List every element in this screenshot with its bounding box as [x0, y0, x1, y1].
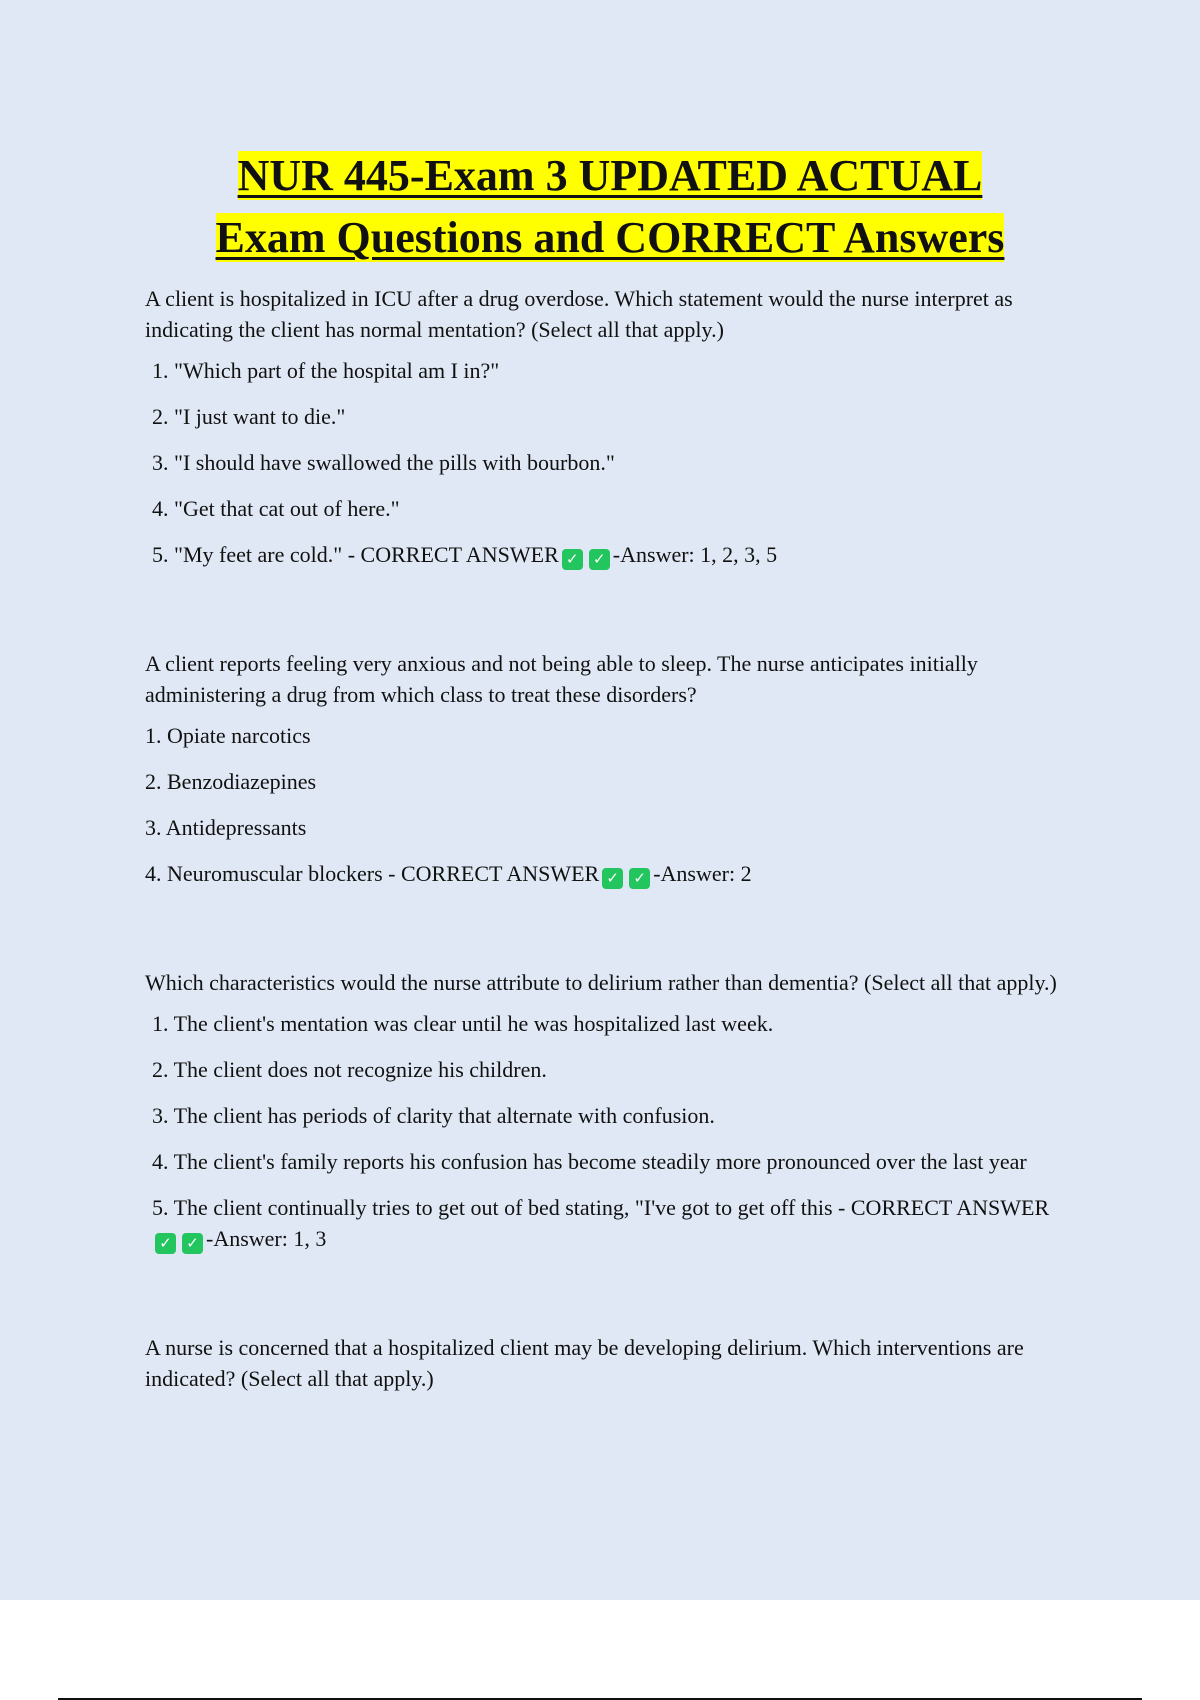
- option: 2. Benzodiazepines: [145, 769, 317, 794]
- option: 3. "I should have swallowed the pills with bourbon.": [152, 450, 615, 475]
- option-with-answer: [145, 539, 1075, 570]
- option-text: 5. "My feet are cold." - CORRECT ANSWER: [152, 542, 559, 567]
- option: 3. Antidepressants: [145, 815, 307, 840]
- question-prompt: A client is hospitalized in ICU after a drug overdose. Which statement would the nurse interpret as indicating the client has normal mentation? (Select all that apply.): [145, 286, 1013, 342]
- check-mark-icon: ✓: [182, 1233, 203, 1254]
- question-block-4: [145, 1332, 1075, 1394]
- check-mark-icon: ✓: [589, 549, 610, 570]
- option-text: 5. The client continually tries to get out of bed stating, "I've got to get off this - CORRECT ANSWER: [152, 1195, 1050, 1220]
- question-prompt: A nurse is concerned that a hospitalized client may be developing delirium. Which interventions are indicated? (Select all that apply.): [145, 1335, 1024, 1391]
- title-line-1: NUR 445-Exam 3 UPDATED ACTUAL: [237, 151, 983, 200]
- option: 4. The client's family reports his confusion has become steadily more pronounced over the last year: [152, 1149, 1027, 1174]
- answer-text: -Answer: 1, 2, 3, 5: [612, 542, 778, 567]
- check-mark-icon: ✓: [562, 549, 583, 570]
- option: 3. The client has periods of clarity that alternate with confusion.: [152, 1103, 715, 1128]
- question-prompt: A client reports feeling very anxious and not being able to sleep. The nurse anticipates initially administering a drug from which class to treat these disorders?: [145, 651, 978, 707]
- option-with-answer: [145, 858, 1075, 889]
- document-body: [145, 145, 1075, 1404]
- option-with-answer: [145, 1192, 1075, 1254]
- answer-text: -Answer: 1, 3: [206, 1226, 327, 1251]
- option: 1. The client's mentation was clear until he was hospitalized last week.: [152, 1011, 774, 1036]
- question-block-3: [145, 967, 1075, 1254]
- title-line-2: Exam Questions and CORRECT Answers: [215, 213, 1005, 262]
- question-prompt: Which characteristics would the nurse attribute to delirium rather than dementia? (Select all that apply.): [145, 970, 1057, 995]
- option: 4. "Get that cat out of here.": [152, 496, 400, 521]
- option: 2. "I just want to die.": [152, 404, 346, 429]
- question-block-2: [145, 648, 1075, 889]
- document-title: [145, 145, 1075, 269]
- check-mark-icon: ✓: [602, 868, 623, 889]
- option: 1. "Which part of the hospital am I in?": [152, 358, 500, 383]
- question-block-1: [145, 283, 1075, 570]
- option: 1. Opiate narcotics: [145, 723, 311, 748]
- option: 2. The client does not recognize his children.: [152, 1057, 547, 1082]
- option-text: 4. Neuromuscular blockers - CORRECT ANSWER: [145, 861, 600, 886]
- check-mark-icon: ✓: [629, 868, 650, 889]
- check-mark-icon: ✓: [155, 1233, 176, 1254]
- answer-text: -Answer: 2: [653, 861, 752, 886]
